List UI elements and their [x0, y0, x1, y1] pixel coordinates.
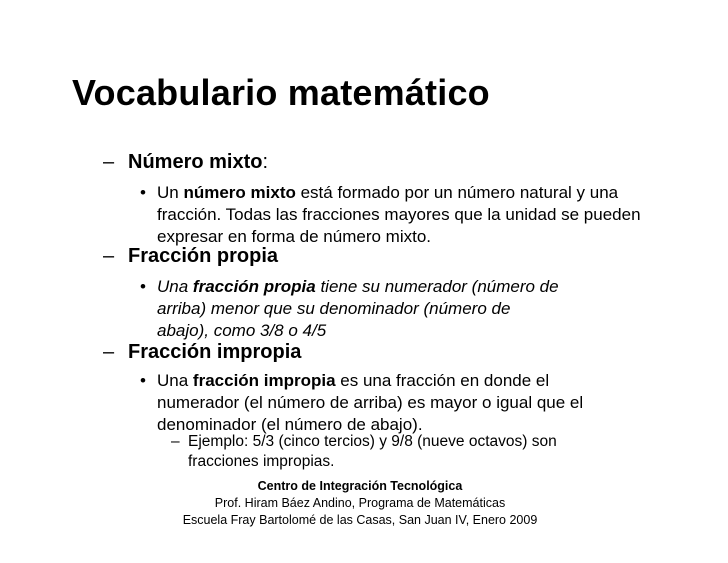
definition-text	[157, 276, 560, 342]
dash-marker: –	[103, 341, 115, 363]
dash-marker: –	[103, 245, 115, 267]
bullet-marker: •	[140, 183, 146, 202]
heading-fraccion-propia	[103, 245, 278, 268]
footer-school: Escuela Fray Bartolomé de las Casas, San Juan IV, Enero 2009	[182, 513, 538, 527]
example-text: Ejemplo: 5/3 (cinco tercios) y 9/8 (nueve octavos) son fracciones impropias.	[188, 433, 557, 470]
definition-prefix: Una	[157, 371, 193, 390]
definition-prefix: Un	[157, 183, 184, 202]
definition-numero-mixto	[140, 182, 670, 248]
bullet-marker: •	[140, 277, 146, 296]
bullet-marker: •	[140, 371, 146, 390]
definition-body: tiene su numerador (número de arriba) menor que su denominador (número de abajo), como 3/8 o 4/5	[157, 277, 559, 340]
definition-body: está formado por un número natural y una fracción. Todas las fracciones mayores que la unidad se pueden expresar en forma de número mixto.	[157, 183, 641, 246]
heading-term: Número mixto	[128, 151, 263, 173]
definition-term: fracción impropia	[192, 371, 336, 390]
dash-marker: –	[103, 151, 115, 173]
heading-term: Fracción impropia	[128, 341, 302, 363]
slide-title: Vocabulario matemático	[72, 72, 490, 113]
footer-center: Centro de Integración Tecnológica	[257, 479, 463, 493]
footer-author: Prof. Hiram Báez Andino, Programa de Matemáticas	[214, 496, 506, 510]
definition-fraccion-impropia	[140, 370, 610, 436]
dash-marker: –	[171, 433, 180, 450]
definition-text	[157, 182, 670, 248]
slide-footer	[160, 478, 560, 529]
definition-term: número mixto	[183, 183, 296, 202]
example-fraccion-impropia	[171, 432, 591, 472]
heading-numero-mixto	[103, 151, 268, 174]
heading-colon: :	[262, 151, 269, 173]
definition-body: es una fracción en donde el numerador (el número de arriba) es mayor o igual que el denominador (el número de abajo).	[157, 371, 584, 434]
definition-fraccion-propia	[140, 276, 560, 342]
heading-term: Fracción propia	[128, 245, 279, 267]
heading-fraccion-impropia	[103, 341, 301, 364]
definition-text	[157, 370, 610, 436]
definition-term: fracción propia	[192, 277, 316, 296]
definition-prefix: Una	[157, 277, 193, 296]
